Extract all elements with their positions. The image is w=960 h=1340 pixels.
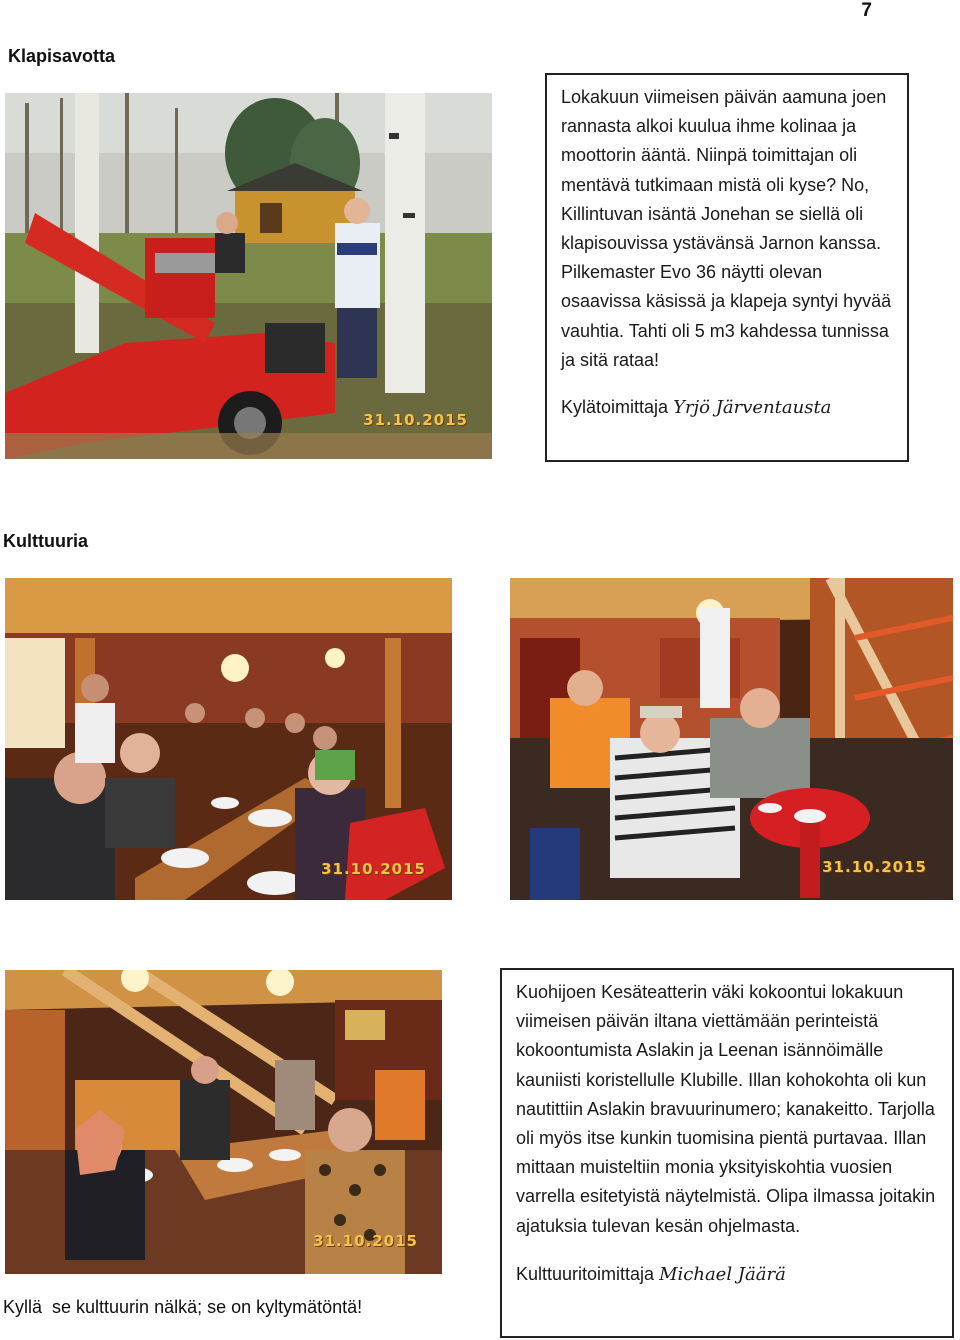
article-byline-kulttuuria [516,1260,938,1289]
page-number: 7 [861,0,872,21]
byline-label: Kylätoimittaja [561,397,669,418]
section-heading-kulttuuria: Kulttuuria [3,531,88,551]
section-heading-klapisavotta: Klapisavotta [8,46,116,66]
article-text-klapisavotta: Lokakuun viimeisen päivän aamuna joen rannasta alkoi kuulua ihme kolinaa ja moottorin ääntä. Niinpä toimittajan oli mentävä tutkimaan mistä oli kyse? No, Killintuvan isäntä Jonehan se siellä oli klapisouvissa ystävänsä Jarnon kanssa. Pilkemaster Evo 36 näytti olevan osaavissa käsissä ja klapeja syntyi hyvää vauhtia. Tahti oli 5 m3 kahdessa tunnissa ja sitä rataa! [561,87,892,370]
photo-wood-splitting-image [5,93,492,459]
photo-date-stamp: 31.10.2015 [321,860,426,878]
photo-club-lounge [5,970,442,1274]
byline-signature: Yrjö Järventausta [673,397,832,419]
photo-club-guests-round-table-image [510,578,953,900]
photo-date-stamp: 31.10.2015 [363,411,468,429]
photo-club-lounge-image [5,970,442,1274]
byline-signature: Michael Jäärä [659,1263,786,1285]
photo-club-dinner-table-image [5,578,452,900]
article-box-klapisavotta [545,73,909,462]
photo-caption-kulttuuria: Kyllä se kulttuurin nälkä; se on kyltymätöntä! [3,1297,363,1317]
photo-date-stamp: 31.10.2015 [313,1232,418,1250]
article-box-kulttuuria [500,968,954,1338]
byline-label: Kulttuuritoimittaja [516,1263,655,1284]
photo-club-dinner-table [5,578,452,900]
photo-date-stamp: 31.10.2015 [822,858,927,876]
photo-wood-splitting [5,93,492,459]
photo-club-guests-round-table [510,578,953,900]
article-byline-klapisavotta [561,393,893,422]
article-text-kulttuuria: Kuohijoen Kesäteatterin väki kokoontui lokakuun viimeisen päivän iltana viettämään perinteistä kokoontumista Aslakin ja Leenan isännöimälle kauniisti koristellulle Klubille. Illan kohokohta oli kun nautittiin Aslakin bravuurinumero; kanakeitto. Tarjolla oli myös itse kunkin tuomisina pientä purtavaa. Illan mittaan muisteltiin monia yksityiskohtia vuosien varrella esitetyistä näytelmistä. Olipa ilmassa joitakin ajatuksia tulevan kesän ohjelmasta. [516,982,936,1236]
